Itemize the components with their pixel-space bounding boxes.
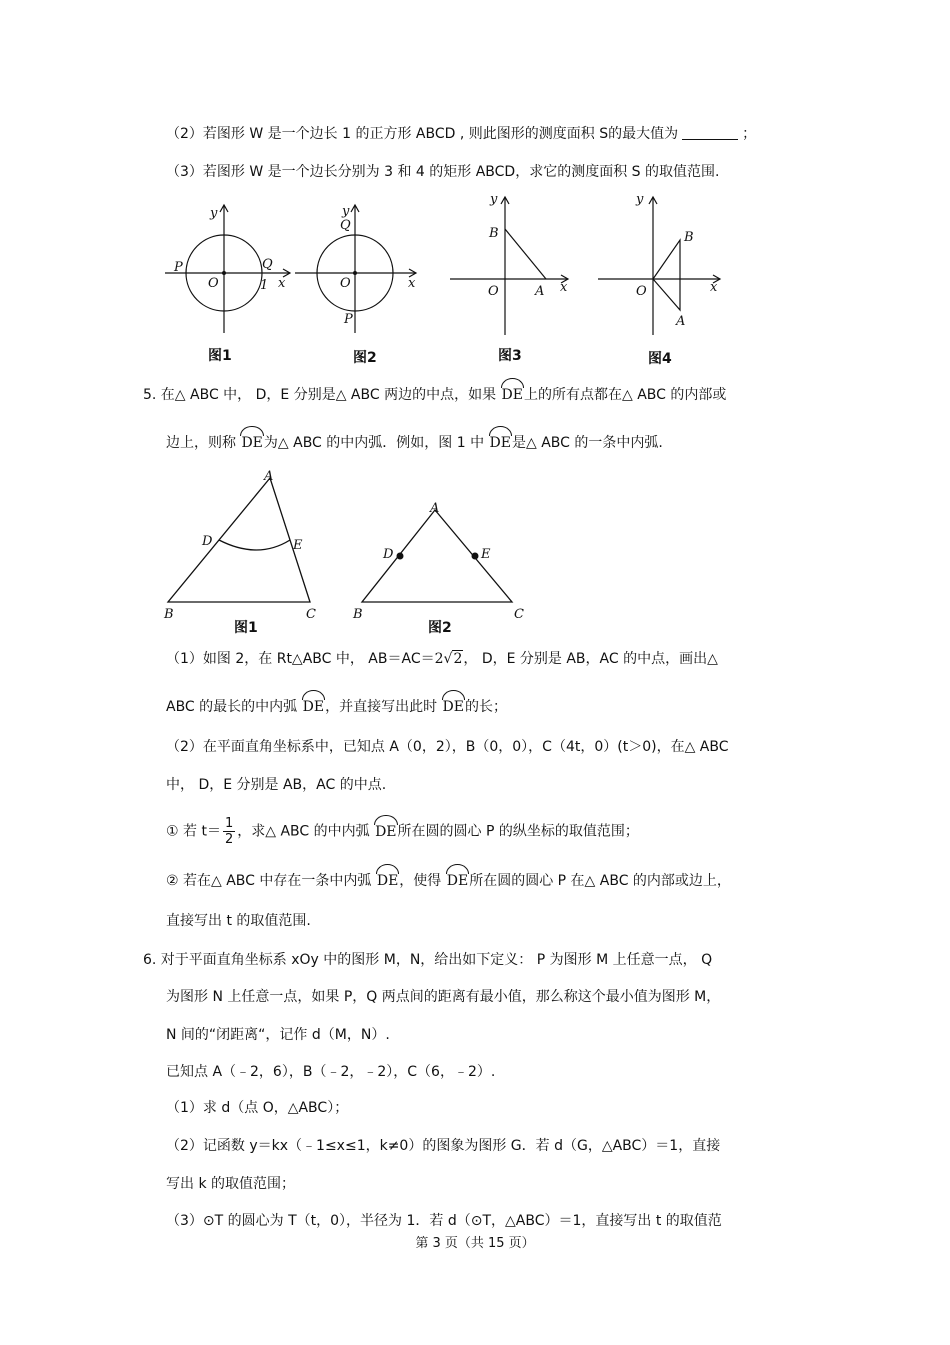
arc-de-symbol: DE	[376, 873, 399, 889]
q5-fig2	[352, 501, 524, 636]
y-label: y	[636, 192, 644, 207]
origin-label: O	[636, 284, 647, 299]
point-p-label: P	[344, 312, 353, 327]
q4-fig2	[295, 204, 416, 366]
caption-fig1: 图1	[208, 348, 232, 364]
point-e-label: E	[293, 538, 303, 553]
q5-figures	[150, 462, 550, 642]
point-b-label: B	[489, 226, 499, 241]
arc-de-symbol: DE	[442, 699, 464, 715]
caption-fig2: 图2	[353, 350, 377, 366]
point-d-label: D	[383, 547, 394, 562]
q4-part3: （3）若图形 W 是一个边长分别为 3 和 4 的矩形 ABCD，求它的测度面积 S 的取值范围.	[166, 164, 720, 180]
caption-fig3: 图3	[498, 348, 522, 364]
q6-part1: （1）求 d（点 O，△ABC）；	[166, 1100, 349, 1116]
x-label: x	[278, 276, 286, 291]
q6-stem-line3: N 间的“闭距离“，记作 d（M，N）.	[166, 1027, 390, 1043]
vertex-b-label: B	[353, 607, 363, 622]
q5-stem-line1: 5. 在△ ABC 中， D，E 分别是△ ABC 两边的中点，如果 DE上的所有点都在△ ABC 的内部或	[143, 387, 727, 403]
q5-stem-line2: 边上，则称 DE为△ ABC 的中内弧．例如，图 1 中 DE是△ ABC 的一条中内弧.	[166, 435, 663, 451]
vertex-b-label: B	[164, 607, 174, 622]
x-label: x	[560, 280, 568, 295]
origin-label: O	[488, 284, 499, 299]
point-e-label: E	[481, 547, 491, 562]
point-a-label: A	[535, 284, 545, 299]
arc-de-symbol: DE	[446, 873, 469, 889]
q6-given-points: 已知点 A（﹣2，6），B（﹣2，﹣2），C（6，﹣2）.	[166, 1064, 496, 1080]
y-label: y	[342, 204, 350, 219]
q4-figures	[150, 185, 770, 375]
q5-part2-sub1: ① 若 t＝ $\frac{1}{2}$ ，求△ ABC 的中内弧 DE所在圆的圆心 P 的纵坐标的取值范围；	[166, 816, 639, 847]
q6-part2-line2: 写出 k 的取值范围；	[166, 1176, 296, 1192]
q4-fig1	[165, 205, 290, 364]
arc-de-symbol: DE	[241, 435, 263, 451]
point-b-label: B	[684, 230, 694, 245]
tick-one-label: 1	[260, 278, 269, 293]
caption-fig2: 图2	[428, 620, 452, 636]
q5-part2-sub2: ② 若在△ ABC 中存在一条中内弧 DE，使得 DE所在圆的圆心 P 在△ ABC 的内部或边上，	[166, 873, 731, 889]
point-p-label: P	[174, 260, 183, 275]
q4-fig4	[598, 192, 720, 367]
point-q-label: Q	[262, 257, 273, 272]
arc-de-symbol: DE	[302, 699, 325, 715]
arc-de-symbol: DE	[489, 435, 511, 451]
arc-de-symbol: DE	[501, 387, 523, 403]
vertex-a-label: A	[264, 469, 274, 484]
fraction-one-half: $\frac{1}{2}$	[224, 816, 234, 847]
q5-part2-sub2-cont: 直接写出 t 的取值范围.	[166, 913, 311, 929]
q5-fig1	[163, 469, 316, 636]
arc-de-symbol: DE	[375, 823, 397, 840]
x-label: x	[710, 280, 718, 295]
q5-part1-line1: （1）如图 2，在 Rt△ABC 中， AB＝AC＝2√2， D，E 分别是 AB，AC 的中点，画出△	[166, 651, 718, 667]
caption-fig4: 图4	[648, 351, 672, 367]
vertex-c-label: C	[514, 607, 524, 622]
origin-label: O	[208, 276, 219, 291]
q6-stem-line1: 6. 对于平面直角坐标系 xOy 中的图形 M，N，给出如下定义： P 为图形 M 上任意一点， Q	[143, 952, 713, 968]
point-d-label: D	[202, 534, 213, 549]
q5-part1-line2: ABC 的最长的中内弧 DE，并直接写出此时 DE的长；	[166, 699, 507, 715]
q5-part2-line1: （2）在平面直角坐标系中，已知点 A（0，2），B（0，0），C（4t，0）(t＞0)，在△ ABC	[166, 739, 729, 755]
q4-fig3	[450, 192, 568, 364]
q6-part2-line1: （2）记函数 y＝kx（﹣1≤x≤1，k≠0）的图象为图形 G．若 d（G，△ABC）＝1，直接	[166, 1138, 721, 1154]
caption-fig1: 图1	[234, 620, 258, 636]
q6-part3: （3）⊙T 的圆心为 T（t，0），半径为 1．若 d（⊙T，△ABC）＝1，直接写出 t 的取值范	[166, 1213, 722, 1229]
x-label: x	[408, 276, 416, 291]
q6-stem-line2: 为图形 N 上任意一点，如果 P，Q 两点间的距离有最小值，那么称这个最小值为图形 M，	[166, 989, 721, 1005]
origin-label: O	[340, 276, 351, 291]
point-q-label: Q	[340, 218, 351, 233]
sqrt-expression: 2√2	[434, 651, 463, 667]
y-label: y	[210, 206, 218, 221]
vertex-a-label: A	[430, 501, 440, 516]
q5-part2-line2: 中， D，E 分别是 AB，AC 的中点.	[166, 777, 387, 793]
q4-part2: （2）若图形 W 是一个边长 1 的正方形 ABCD , 则此图形的测度面积 S的最大值为 ；	[166, 126, 757, 142]
point-a-label: A	[676, 314, 686, 329]
answer-blank	[682, 125, 738, 140]
page-footer: 第 3 页（共 15 页）	[415, 1236, 535, 1251]
y-label: y	[490, 192, 498, 207]
vertex-c-label: C	[306, 607, 316, 622]
